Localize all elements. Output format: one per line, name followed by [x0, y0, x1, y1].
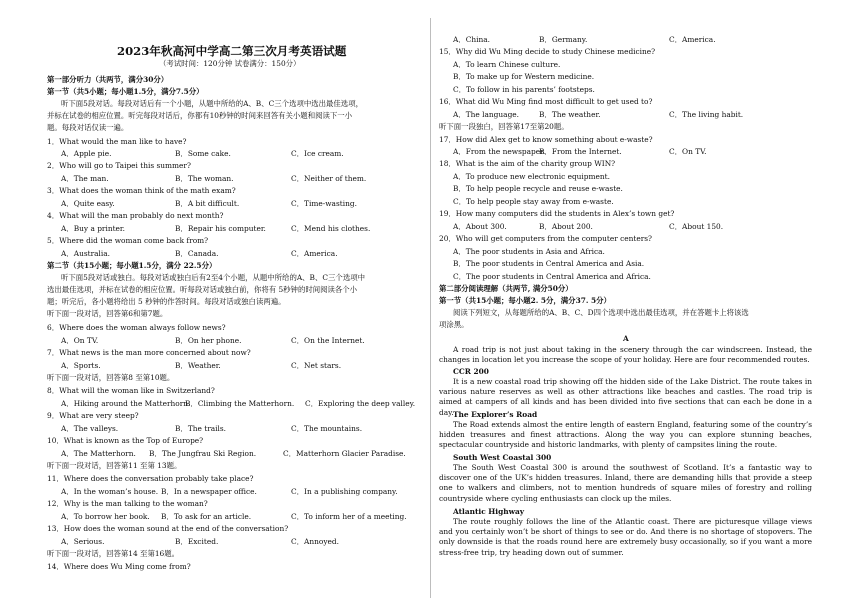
option-b: B．The Jungfrau Ski Region.	[149, 449, 257, 458]
question-3: 3．What does the woman think of the math exam?	[47, 186, 236, 195]
question-19: 19．How many computers did the students in Alex’s town get?	[439, 209, 675, 218]
option-b: B．From the Internet.	[539, 147, 622, 156]
option-a: A．About 300.	[453, 222, 507, 231]
dialogue-note: 听下面一段对话，回答第6和第7题。	[47, 309, 168, 318]
option-c: C．On TV.	[669, 147, 707, 156]
instruction-line: 题；听完后，各小题将给出 5 秒钟的作答时间。每段对话或独白读两遍。	[47, 297, 286, 306]
reading-sec1-header: 第一节（共15小题；每小题2. 5分，满分37. 5分）	[439, 296, 611, 305]
route-text: The Road extends almost the entire length of eastern England, featuring some of the country’s hidden treasures and finest attractions. Along the way you can explore stunning beaches, spectacular countryside and historic landmarks, with plenty of campsites lining the route.	[439, 420, 812, 450]
option-a: A．The man.	[61, 174, 109, 183]
dialogue-note: 听下面一段独白，回答第17至第20题。	[439, 122, 569, 131]
listening-sec1-header: 第一节（共5小题；每小题1.5分，满分7.5分）	[47, 87, 204, 96]
dialogue-note: 听下面一段对话，回答第14 至第16题。	[47, 549, 180, 558]
instruction-line: 听下面5段对话。每段对话后有一个小题，从题中所给的A、B、C三个选项中选出最佳选项，	[61, 99, 363, 108]
question-8: 8．What will the woman like in Switzerland?	[47, 386, 215, 395]
option-c: C．To help people stay away from e-waste.	[453, 197, 614, 206]
option-c: C．America.	[669, 35, 716, 44]
option-a: A．On TV.	[61, 336, 99, 345]
option-c: C．About 150.	[669, 222, 724, 231]
option-a: A．China.	[453, 35, 491, 44]
route-name: South West Coastal 300	[453, 453, 552, 462]
instruction-line: 并标在试卷的相应位置。听完每段对话后，你都有10秒钟的时间来回答有关小题和阅读下一小	[47, 111, 353, 120]
option-a: A．Sports.	[61, 361, 101, 370]
option-a: A．In the woman’s house.	[61, 487, 159, 496]
option-c: C．The poor students in Central America and Africa.	[453, 272, 651, 281]
option-a: A．Quite easy.	[61, 199, 115, 208]
option-c: C．To follow in his parents’ footsteps.	[453, 85, 595, 94]
option-b: B．A bit difficult.	[175, 199, 240, 208]
question-14: 14．Where does Wu Ming come from?	[47, 562, 191, 571]
option-b: B．In a newspaper office.	[161, 487, 257, 496]
option-b: B．Excited.	[175, 537, 219, 546]
instruction-line: 听下面5段对话或独白。每段对话或独白后有2至4个小题，从题中所给的A、B、C三个选项中	[61, 273, 365, 282]
option-c: C．On the Internet.	[291, 336, 365, 345]
option-c: C．To inform her of a meeting.	[291, 512, 407, 521]
question-5: 5．Where did the woman come back from?	[47, 236, 209, 245]
option-a: A．Australia.	[61, 249, 111, 258]
listening-part-header: 第一部分听力（共两节，满分30分）	[47, 75, 169, 84]
question-16: 16．What did Wu Ming find most difficult to get used to?	[439, 97, 653, 106]
question-15: 15．Why did Wu Ming decide to study Chinese medicine?	[439, 47, 656, 56]
option-a: A．Apple pie.	[61, 149, 112, 158]
option-a: A．The language.	[453, 110, 520, 119]
route-name: CCR 200	[453, 367, 489, 376]
question-20: 20．Who will get computers from the computer centers?	[439, 234, 652, 243]
option-b: B．Climbing the Matterhorn.	[185, 399, 295, 408]
exam-subtitle: （考试时间：120分钟 试卷满分：150分）	[159, 59, 301, 68]
question-10: 10．What is known as the Top of Europe?	[47, 436, 204, 445]
exam-title: 2023年秋高河中学高二第三次月考英语试题	[117, 44, 347, 58]
question-6: 6．Where does the woman always follow news?	[47, 323, 226, 332]
option-c: C．Neither of them.	[291, 174, 367, 183]
option-b: B．Canada.	[175, 249, 219, 258]
column-divider	[430, 18, 431, 598]
question-7: 7．What news is the man more concerned about now?	[47, 348, 251, 357]
option-a: A．From the newspaper.	[453, 147, 546, 156]
option-a: A．The valleys.	[61, 424, 119, 433]
question-4: 4．What will the man probably do next month?	[47, 211, 224, 220]
option-b: B．On her phone.	[175, 336, 242, 345]
option-c: C．The living habit.	[669, 110, 744, 119]
option-a: A．To borrow her book.	[61, 512, 150, 521]
question-11: 11．Where does the conversation probably take place?	[47, 474, 254, 483]
option-b: B．The weather.	[539, 110, 601, 119]
dialogue-note: 听下面一段对话，回答第8 至第10题。	[47, 373, 175, 382]
option-b: B．To help people recycle and reuse e-waste.	[453, 184, 623, 193]
passage-intro: A road trip is not just about taking in the scenery through the car windscreen. Instead, the changes in location let you increase the scope of your holiday. Here are four recommended routes.	[439, 345, 812, 365]
option-a: A．The poor students in Asia and Africa.	[453, 247, 605, 256]
question-17: 17．How did Alex get to know something about e-waste?	[439, 135, 653, 144]
instruction-line: 阅读下列短文，从每题所给的A、B、C、D四个选项中选出最佳选项，并在答题卡上将该选	[453, 308, 749, 317]
option-c: C．Annoyed.	[291, 537, 339, 546]
instruction-line: 选出最佳选项，并标在试卷的相应位置。听每段对话或独白前，你将有 5秒钟的时间阅读各个小	[47, 285, 358, 294]
option-a: A．To learn Chinese culture.	[453, 60, 561, 69]
option-c: C．Exploring the deep valley.	[305, 399, 416, 408]
option-c: C．Matterhorn Glacier Paradise.	[283, 449, 406, 458]
option-b: B．The poor students in Central America and Asia.	[453, 259, 645, 268]
option-b: B．To ask for an article.	[161, 512, 252, 521]
option-a: A．The Matterhorn.	[61, 449, 136, 458]
instruction-line: 项涂黑。	[439, 320, 469, 329]
option-c: C．Ice cream.	[291, 149, 344, 158]
route-text: It is a new coastal road trip showing off the hidden side of the Lake District. The route takes in various nature reserves as well as other attractions like beaches and castles. The road trip is aimed at campers of all kinds and has been divided into five sections that can each be done in a day.	[439, 377, 812, 417]
option-b: B．About 200.	[539, 222, 593, 231]
route-text: The South West Coastal 300 is around the southwest of Scotland. It’s a fantastic way to discover one of the UK’s hidden treasures. Inland, there are demanding hills that provide a steep one to walkers and climbers, not to mention hundreds of square miles of forestry and rolling countryside where cycling enthusiasts can clock up the miles.	[439, 463, 812, 503]
option-b: B．Weather.	[175, 361, 221, 370]
instruction-line: 题。每段对话仅读一遍。	[47, 123, 129, 132]
option-c: C．America.	[291, 249, 338, 258]
option-b: B．The woman.	[175, 174, 234, 183]
option-c: C．The mountains.	[291, 424, 363, 433]
question-9: 9．What are very steep?	[47, 411, 139, 420]
route-text: The route roughly follows the line of the Atlantic coast. There are picturesque village views and you certainly won’t be short of things to see or do. And there is no shortage of stopovers. The only downside is that the roads round here are extremely busy occasionally, so if you want a more stress-free trip, try heading down out of summer.	[439, 517, 812, 557]
route-name: Atlantic Highway	[453, 507, 525, 516]
option-b: B．Some cake.	[175, 149, 231, 158]
option-b: B．Repair his computer.	[175, 224, 266, 233]
option-b: B．To make up for Western medicine.	[453, 72, 595, 81]
option-c: C．Net stars.	[291, 361, 342, 370]
question-1: 1．What would the man like to have?	[47, 137, 187, 146]
question-2: 2．Who will go to Taipei this summer?	[47, 161, 191, 170]
question-12: 12．Why is the man talking to the woman?	[47, 499, 208, 508]
listening-sec2-header: 第二节（共15小题；每小题1.5分，满分 22.5分）	[47, 261, 217, 270]
option-c: C．In a publishing company.	[291, 487, 398, 496]
option-b: B．Germany.	[539, 35, 588, 44]
option-a: A．To produce new electronic equipment.	[453, 172, 610, 181]
passage-label: A	[623, 334, 629, 343]
question-13: 13．How does the woman sound at the end of the conversation?	[47, 524, 289, 533]
route-name: The Explorer’s Road	[453, 410, 538, 419]
option-a: A．Hiking around the Matterhorn.	[61, 399, 191, 408]
option-b: B．The trails.	[175, 424, 227, 433]
option-a: A．Serious.	[61, 537, 105, 546]
dialogue-note: 听下面一段对话，回答第11 至第 13题。	[47, 461, 182, 470]
reading-part-header: 第二部分阅读理解（共两节, 满分50分）	[439, 284, 573, 293]
option-a: A．Buy a printer.	[61, 224, 125, 233]
option-c: C．Mend his clothes.	[291, 224, 371, 233]
question-18: 18．What is the aim of the charity group WIN?	[439, 159, 616, 168]
option-c: C．Time-wasting.	[291, 199, 357, 208]
